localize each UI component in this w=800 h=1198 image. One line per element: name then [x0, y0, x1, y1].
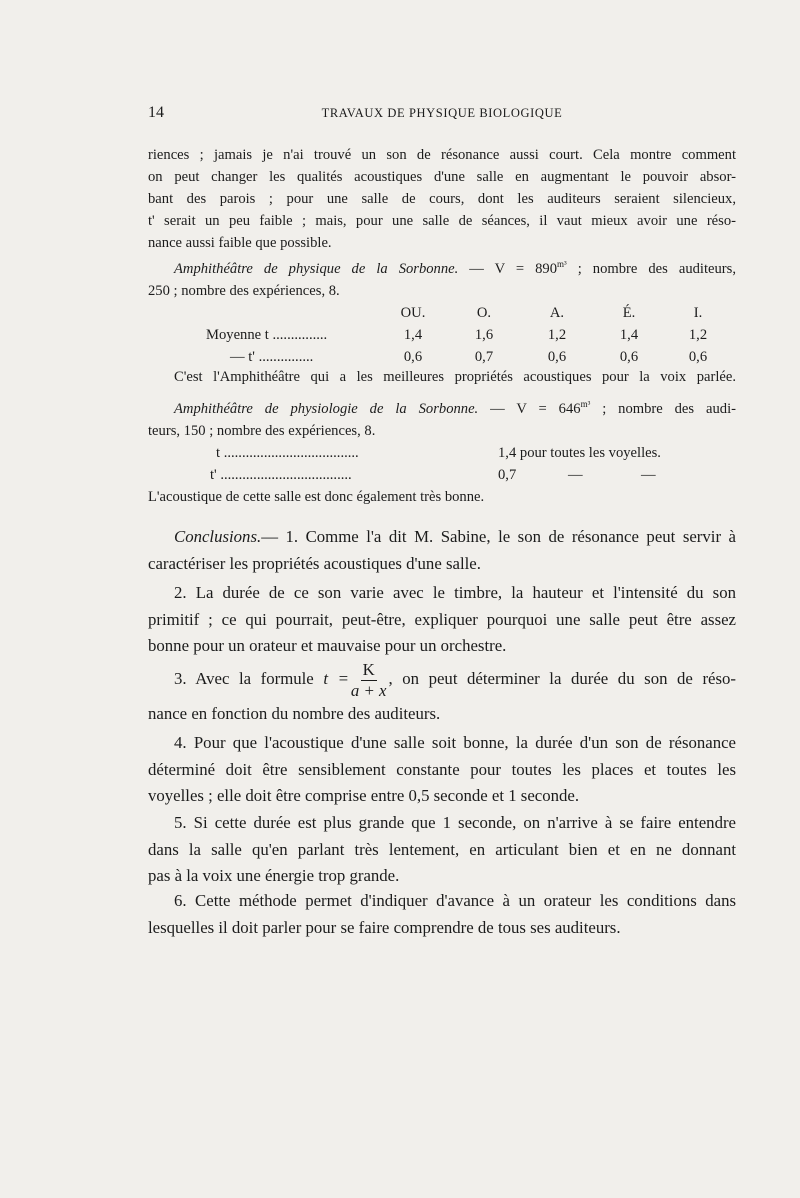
amphi-text: ; nombre des auditeurs,	[566, 261, 736, 277]
table-cell: 0,6	[619, 349, 639, 365]
text-line: primitif ; ce qui pourrait, peut-être, expliquer pourquoi une salle peut être assez	[148, 609, 736, 629]
ditto-mark: —	[568, 467, 583, 483]
intro-paragraph	[148, 144, 736, 254]
formula-numerator: K	[362, 659, 375, 679]
text-line: t' serait un peu faible ; mais, pour une salle de séances, il vaut mieux avoir une réso-	[148, 213, 736, 229]
table-cell: 1,4	[619, 327, 639, 343]
conclusions-heading: Conclusions.	[174, 527, 262, 546]
ditto-mark: —	[641, 467, 656, 483]
row-label: Moyenne t ...............	[206, 327, 328, 343]
row-label: t' ....................................	[210, 467, 352, 483]
section-heading-line	[148, 258, 736, 280]
text-line: dans la salle qu'en parlant très lentement, en articulant bien et en ne donnant	[148, 839, 736, 859]
list-item	[148, 442, 736, 464]
amphi-text: ; nombre des audi-	[590, 401, 736, 417]
text-line: bonne pour un orateur et mauvaise pour un orchestre.	[148, 636, 507, 655]
amphi-volume: — V = 646	[478, 401, 581, 417]
row-value: 1,4 pour toutes les voyelles.	[498, 445, 661, 461]
table-row	[148, 324, 736, 346]
measurement-table	[148, 302, 736, 368]
text-line: on peut changer les qualités acoustiques d'une salle en augmentant le pouvoir absor-	[148, 169, 736, 185]
text-line: caractériser les propriétés acoustiques d'une salle.	[148, 553, 481, 573]
text-line: 250 ; nombre des expériences, 8.	[148, 283, 340, 299]
text-span: — 1. Comme l'a dit M. Sabine, le son de résonance peut servir à	[261, 527, 736, 546]
conclusion-3	[148, 658, 736, 727]
text-line: déterminé doit être sensiblement constante pour toutes les places et toutes les	[148, 759, 736, 779]
table-cell: 0,6	[688, 349, 708, 365]
table-cell: 0,6	[547, 349, 567, 365]
text-line: L'acoustique de cette salle est donc également très bonne.	[148, 489, 485, 505]
text-line: 2. La durée de ce son varie avec le timbre, la hauteur et l'intensité du son	[174, 583, 736, 602]
section-heading-line	[148, 398, 736, 420]
column-header: I.	[693, 305, 703, 321]
text-line: lesquelles il doit parler pour se faire comprendre de tous ses auditeurs.	[148, 917, 621, 937]
conclusion-5	[148, 810, 736, 890]
amphi-title: Amphithéâtre de physiologie de la Sorbonne.	[174, 401, 479, 417]
conclusion-4	[148, 730, 736, 810]
text-line: teurs, 150 ; nombre des expériences, 8.	[148, 423, 376, 439]
amphi-remark	[148, 486, 736, 508]
table-cell: 1,6	[474, 327, 494, 343]
conclusion-1	[148, 524, 736, 577]
amphi-remark	[148, 366, 736, 388]
table-cell: 1,4	[403, 327, 423, 343]
table-cell: 1,2	[547, 327, 567, 343]
text-line: riences ; jamais je n'ai trouvé un son de résonance aussi court. Cela montre comment	[148, 147, 736, 163]
column-header: OU.	[400, 305, 426, 321]
volume-unit: m³	[580, 399, 591, 409]
text-line: bant des parois ; pour une salle de cours, dont les auditeurs seraient silencieux,	[148, 191, 736, 207]
table-cell: 0,7	[474, 349, 494, 365]
column-header: É.	[622, 305, 636, 321]
page-number: 14	[148, 104, 164, 121]
text-line	[148, 524, 736, 551]
formula-denominator: a + x	[350, 680, 387, 700]
row-label: — t' ...............	[230, 349, 314, 365]
conclusion-6	[148, 888, 736, 941]
text-line: C'est l'Amphithéâtre qui a les meilleures propriétés acoustiques pour la voix parlée.	[174, 369, 736, 385]
text-line: 6. Cette méthode permet d'indiquer d'avance à un orateur les conditions dans	[174, 891, 736, 910]
column-header: O.	[476, 305, 492, 321]
measurement-list	[148, 442, 736, 486]
table-header-row	[148, 302, 736, 324]
amphitheatre-physique-section	[148, 258, 736, 302]
text-line: voyelles ; elle doit être comprise entre 0,5 seconde et 1 seconde.	[148, 786, 580, 805]
column-header: A.	[549, 305, 565, 321]
text-line: nance en fonction du nombre des auditeurs.	[148, 703, 441, 723]
amphitheatre-physiologie-section	[148, 398, 736, 442]
text-line: 5. Si cette durée est plus grande que 1 seconde, on n'arrive à se faire entendre	[174, 813, 736, 832]
text-line: 4. Pour que l'acoustique d'une salle soit bonne, la durée d'un son de résonance	[174, 733, 736, 752]
amphi-volume: — V = 890	[458, 261, 558, 277]
table-row	[148, 346, 736, 368]
formula-lhs: t =	[323, 669, 349, 688]
running-head: TRAVAUX DE PHYSIQUE BIOLOGIQUE	[321, 106, 563, 120]
amphi-title: Amphithéâtre de physique de la Sorbonne.	[174, 261, 459, 277]
formula-line	[148, 658, 736, 701]
text-line: nance aussi faible que possible.	[148, 235, 332, 251]
table-cell: 1,2	[688, 327, 708, 343]
conclusion-2	[148, 580, 736, 660]
text-span: , on peut déterminer la durée du son de réso-	[388, 669, 736, 688]
page-header	[148, 104, 736, 126]
row-value: 0,7	[498, 467, 517, 483]
list-item	[148, 464, 736, 486]
text-line: pas à la voix une énergie trop grande.	[148, 866, 400, 885]
row-label: t .....................................	[216, 445, 359, 461]
volume-unit: m³	[557, 259, 567, 269]
table-cell: 0,6	[403, 349, 423, 365]
formula-fraction	[351, 660, 387, 701]
text-span: 3. Avec la formule	[174, 669, 314, 688]
